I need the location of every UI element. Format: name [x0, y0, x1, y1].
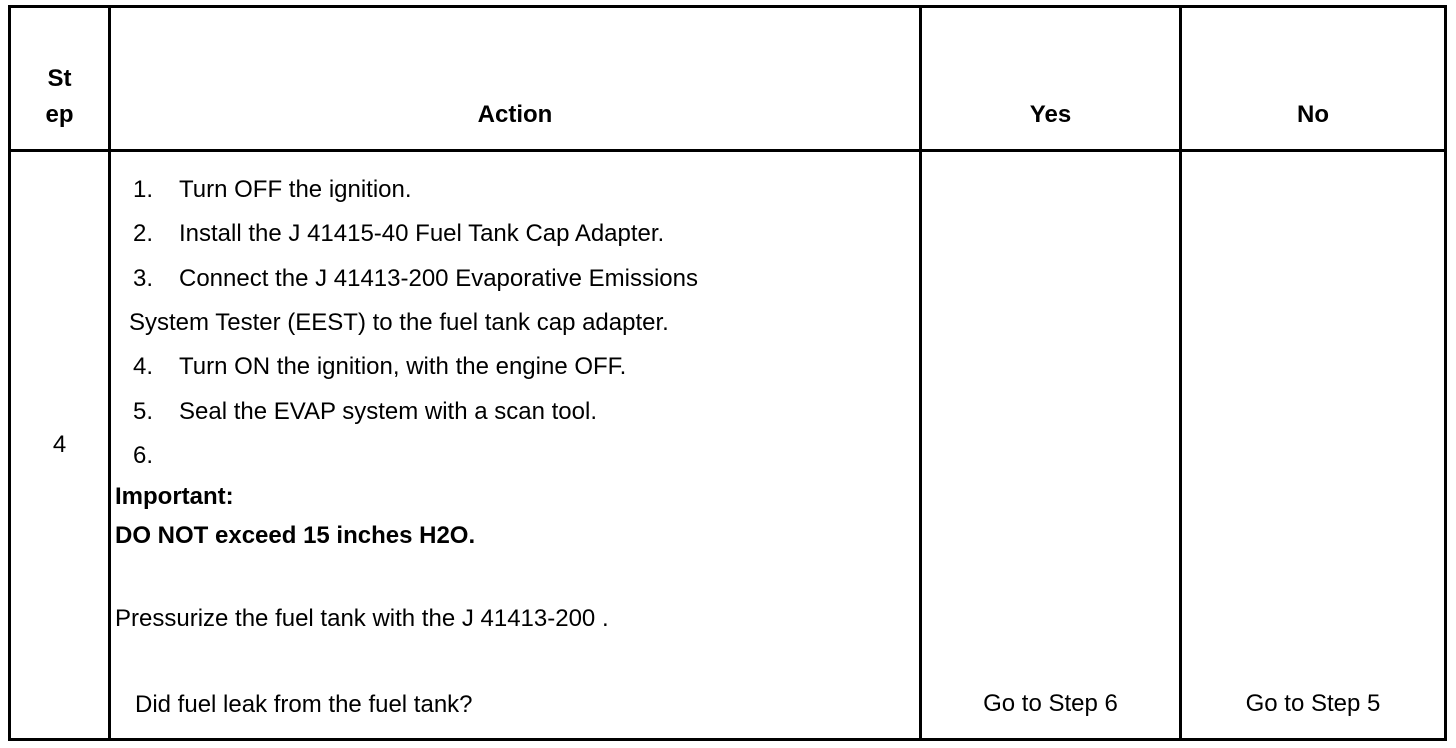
list-text: Connect the J 41413-200 Evaporative Emissions [179, 265, 698, 292]
header-yes: Yes [921, 7, 1181, 151]
procedure-table [8, 5, 1447, 741]
list-number: 6. [133, 442, 154, 469]
list-item [133, 442, 179, 470]
step-row [10, 151, 1446, 740]
header-step-line1: St [47, 65, 72, 92]
list-number: 3. [133, 265, 154, 292]
list-number: 5. [133, 398, 154, 425]
instruction-text: Pressurize the fuel tank with the J 41413-200 . [115, 605, 609, 632]
header-no: No [1181, 7, 1446, 151]
important-text: DO NOT exceed 15 inches H2O. [115, 522, 476, 549]
list-item [133, 265, 698, 293]
header-row [10, 7, 1446, 151]
list-text: Turn OFF the ignition. [179, 176, 412, 203]
list-number: 1. [133, 176, 154, 203]
list-item [133, 220, 664, 248]
list-number: 2. [133, 220, 154, 247]
action-cell [110, 151, 921, 740]
list-text: Turn ON the ignition, with the engine OFF. [179, 353, 627, 380]
no-result: Go to Step 5 [1181, 151, 1446, 740]
header-step-line2: ep [45, 101, 74, 128]
list-item [133, 353, 626, 381]
step-number: 4 [10, 151, 110, 740]
question-text: Did fuel leak from the fuel tank? [135, 691, 473, 718]
list-item-continuation [129, 309, 669, 337]
header-action: Action [110, 7, 921, 151]
list-item [133, 398, 597, 426]
list-text: System Tester (EEST) to the fuel tank cap adapter. [129, 309, 669, 336]
list-number: 4. [133, 353, 154, 380]
important-label: Important: [115, 483, 234, 510]
yes-result: Go to Step 6 [921, 151, 1181, 740]
list-text: Install the J 41415-40 Fuel Tank Cap Adapter. [179, 220, 665, 247]
list-text: Seal the EVAP system with a scan tool. [179, 398, 597, 425]
header-step [10, 7, 110, 151]
list-item [133, 176, 412, 204]
